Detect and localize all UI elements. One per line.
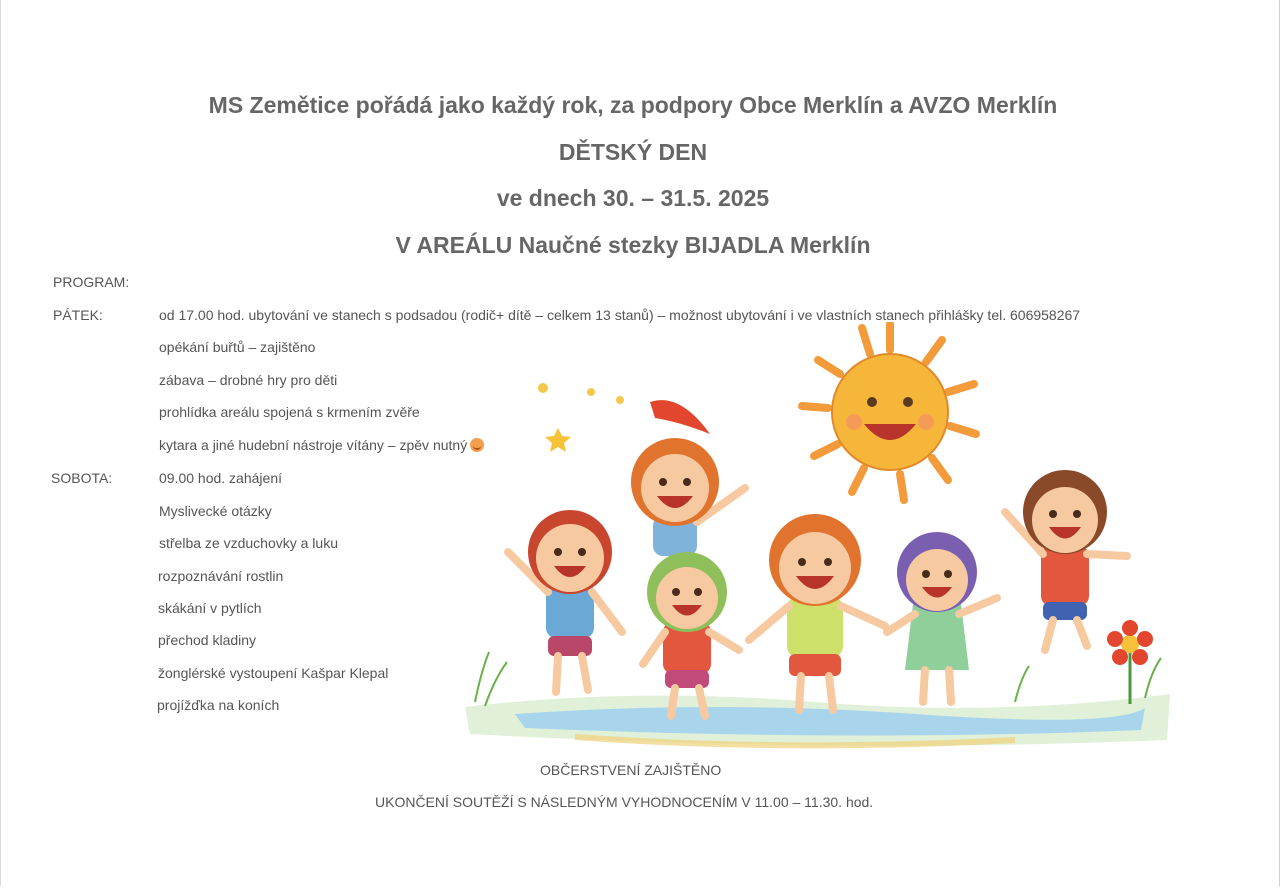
header-event-title: DĚTSKÝ DEN <box>558 139 708 165</box>
friday-label: PÁTEK: <box>53 307 103 323</box>
saturday-item: skákání v pytlích <box>158 600 262 616</box>
saturday-item: rozpoznávání rostlin <box>158 568 284 584</box>
friday-item: prohlídka areálu spojená s krmením zvěře <box>159 404 420 420</box>
friday-item-music <box>159 437 484 453</box>
saturday-item: žonglérské vystoupení Kašpar Klepal <box>158 665 389 681</box>
program-label: PROGRAM: <box>53 274 130 290</box>
header-location: V AREÁLU Naučné stezky BIJADLA Merklín <box>395 232 871 258</box>
friday-item: od 17.00 hod. ubytování ve stanech s podsadou (rodič+ dítě – celkem 13 stanů) – možnost ubytování i ve vlastních stanech přihlášky tel. 606958267 <box>159 307 1081 323</box>
header-dates: ve dnech 30. – 31.5. 2025 <box>496 185 770 211</box>
saturday-label: SOBOTA: <box>51 470 113 486</box>
friday-item: zábava – drobné hry pro děti <box>159 372 338 388</box>
friday-item: opékání buřtů – zajištěno <box>159 339 316 355</box>
saturday-item: projížďka na koních <box>157 697 280 713</box>
saturday-item: 09.00 hod. zahájení <box>159 470 282 486</box>
friday-item-text: kytara a jiné hudební nástroje vítány – zpěv nutný <box>159 437 468 453</box>
saturday-item: střelba ze vzduchovky a luku <box>159 535 338 551</box>
header-organizer: MS Zemětice pořádá jako každý rok, za podpory Obce Merklín a AVZO Merklín <box>208 92 1058 118</box>
happy-children-and-sun-illustration <box>455 322 1180 762</box>
saturday-item: přechod kladiny <box>158 632 257 648</box>
refreshments-note: OBČERSTVENÍ ZAJIŠTĚNO <box>540 762 722 778</box>
closing-note: UKONČENÍ SOUTĚŽÍ S NÁSLEDNÝM VYHODNOCENÍM V 11.00 – 11.30. hod. <box>375 794 874 810</box>
saturday-item: Myslivecké otázky <box>159 503 272 519</box>
